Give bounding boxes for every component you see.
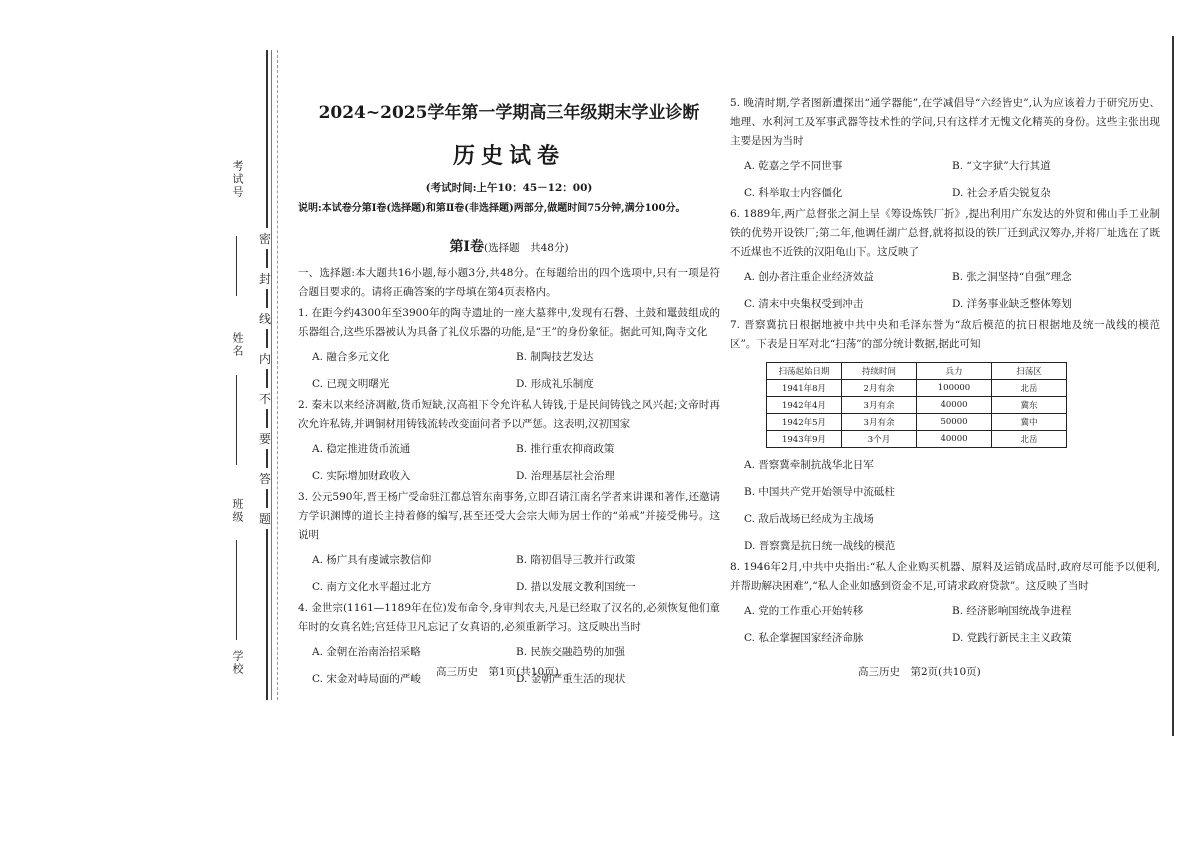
table-row: [767, 414, 1067, 431]
page-2-footer: 高三历史 第2页(共10页): [858, 666, 981, 678]
table-header-row: [767, 363, 1067, 380]
option-a: A. 乾嘉之学不同世事: [744, 160, 843, 172]
question-2: [298, 396, 720, 486]
option-d: D. 治理基层社会治理: [516, 470, 615, 482]
binding-blank-name: [236, 375, 237, 465]
question-stem: 3. 公元590年,晋王杨广受命驻江都总管东南事务,立即召请江南名学者来讲课和著作,还邀请方学识渊博的道长主持着修的编写,甚至还受大会宗大师为居士作的“弟戒”并接受佛号。这说明: [298, 491, 720, 541]
option-d: D. 措以发展文教利国统一: [516, 581, 636, 593]
table-cell: 北岳: [992, 380, 1067, 397]
table-row: [767, 380, 1067, 397]
section-instructions: 一、选择题:本大题共16小题,每小题3分,共48分。在每题给出的四个选项中,只有一项是符合题目要求的。请将正确答案的字母填在第4页表格内。: [298, 267, 720, 298]
table-header-cell: 扫荡区: [992, 363, 1067, 380]
binding-label-school: 学校: [231, 650, 244, 676]
binding-label-exam-number: 考试号: [231, 160, 244, 199]
option-c: C. 宋金对峙局面的严峻: [312, 673, 421, 685]
option-d: D. 晋察冀是抗日统一战线的模范: [744, 540, 896, 552]
option-d: D. 金朝严重生活的现状: [516, 673, 626, 685]
table-row: [767, 397, 1067, 414]
binding-blank-exam-number: [236, 236, 237, 296]
subject-title: 历史试卷: [452, 143, 565, 169]
question-stem: 4. 金世宗(1161—1189年在位)发布命令,身审判农夫,凡是已经取了汉名的,必须恢复他们童年时的女真名姓;宫廷侍卫凡忘记了女真语的,必须重新学习。这反映出当时: [298, 602, 720, 633]
exam-time: (考试时间:上午10：45－12：00): [425, 182, 593, 194]
page-1-footer: 高三历史 第1页(共10页): [436, 666, 559, 678]
option-d: D. 洋务事业缺乏整体筹划: [952, 298, 1072, 310]
option-b: B. 中国共产党开始领导中流砥柱: [744, 486, 895, 498]
table-cell: 40000: [917, 397, 992, 414]
question-stem: 7. 晋察冀抗日根据地被中共中央和毛泽东誉为“敌后模范的抗日根据地及统一战线的模范区”。下表是日军对北“扫荡”的部分统计数据,据此可知: [730, 319, 1160, 350]
option-c: C. 实际增加财政收入: [312, 470, 411, 482]
table-cell: 冀东: [992, 397, 1067, 414]
option-c: C. 敌后战场已经成为主战场: [744, 513, 874, 525]
table-cell: 北岳: [992, 431, 1067, 448]
option-a: A. 创办者注重企业经济效益: [744, 271, 874, 283]
seal-char-6: 要: [259, 428, 271, 449]
volume-subtitle: (选择题 共48分): [484, 242, 569, 254]
option-b: B. 民族交融趋势的加强: [516, 646, 625, 658]
table-cell: 1942年5月: [767, 414, 842, 431]
table-cell: 1943年9月: [767, 431, 842, 448]
question-6: [730, 205, 1160, 314]
question-3: [298, 488, 720, 597]
sweep-data-table: [766, 362, 1067, 448]
page-2-column: [730, 92, 1160, 648]
binding-margin-line-inner: [271, 50, 272, 700]
question-stem: 6. 1889年,两广总督张之洞上呈《筹设炼铁厂折》,提出利用广东发达的外贸和佛山手工业制铁的优势开设铁厂;第二年,他调任湖广总督,就将拟设的铁厂迁到武汉筹办,并将厂址选在了既不近煤也不近铁的汉阳龟山下。这反映了: [730, 208, 1160, 258]
table-row: [767, 431, 1067, 448]
option-c: C. 清末中央集权受到冲击: [744, 298, 864, 310]
option-d: D. 党践行新民主主义政策: [952, 632, 1072, 644]
question-stem: 8. 1946年2月,中共中央指出:“私人企业购买机器、原料及运销成品时,政府尽可能予以便利,并帮助解决困难”,“私人企业如感到资金不足,可请求政府贷款”。这反映了当时: [730, 561, 1160, 592]
option-c: C. 私企掌握国家经济命脉: [744, 632, 864, 644]
table-header-cell: 持续时间: [842, 363, 917, 380]
option-a: A. 融合多元文化: [312, 351, 390, 363]
seal-char-3: 线: [259, 308, 271, 329]
binding-margin-line: [266, 50, 268, 700]
cut-line: [277, 50, 278, 700]
page-edge-line: [1172, 36, 1174, 736]
option-a: A. 晋察冀牵制抗战华北日军: [744, 459, 874, 471]
option-c: C. 已现文明曙光: [312, 378, 390, 390]
option-c: C. 科举取士内容僵化: [744, 187, 843, 199]
table-cell: 50000: [917, 414, 992, 431]
exam-title: 2024~2025学年第一学期高三年级期末学业诊断: [318, 103, 700, 123]
table-cell: 2月有余: [842, 380, 917, 397]
volume-name: 第Ⅰ卷: [449, 239, 484, 255]
option-a: A. 金朝在治南治招采略: [312, 646, 421, 658]
option-d: D. 社会矛盾尖锐复杂: [952, 187, 1051, 199]
seal-char-5: 不: [259, 388, 271, 409]
option-c: C. 南方文化水平超过北方: [312, 581, 432, 593]
option-a: A. 党的工作重心开始转移: [744, 605, 864, 617]
table-header-cell: 兵力: [917, 363, 992, 380]
question-8: [730, 558, 1160, 648]
volume-title: [298, 236, 720, 256]
seal-char-7: 答: [259, 468, 271, 489]
option-b: B. “文字狱”大行其道: [952, 160, 1051, 172]
question-stem: 1. 在距今约4300年至3900年的陶寺遗址的一座大墓葬中,发现有石磬、土鼓和鼍鼓组成的乐器组合,这些乐器被认为具备了礼仪乐器的功能,是“王”的身份象征。据此可知,陶寺文化: [298, 307, 720, 338]
table-cell: 3月有余: [842, 397, 917, 414]
option-a: A. 杨广具有虔诚宗教信仰: [312, 554, 432, 566]
seal-char-4: 内: [259, 348, 271, 369]
table-cell: 1942年4月: [767, 397, 842, 414]
binding-label-name: 姓名: [231, 332, 244, 358]
table-cell: 3月有余: [842, 414, 917, 431]
option-a: A. 稳定推进货币流通: [312, 443, 411, 455]
question-stem: 5. 晚清时期,学者图新遭探出“通学器能”,在学减倡导“六经皆史”,认为应该着力于研究历史、地理、水利河工及军事武器等技术性的学问,只有这样才无愧文化精英的身份。这些主张出现主要是因为当时: [730, 97, 1160, 147]
option-b: B. 经济影响国统战争进程: [952, 605, 1072, 617]
table-cell: 100000: [917, 380, 992, 397]
seal-char-8: 题: [259, 508, 271, 529]
binding-label-class: 班级: [231, 498, 244, 524]
option-b: B. 制陶技艺发达: [516, 351, 594, 363]
table-cell: 冀中: [992, 414, 1067, 431]
table-cell: 1941年8月: [767, 380, 842, 397]
question-7: [730, 316, 1160, 556]
table-cell: 3个月: [842, 431, 917, 448]
seal-char-1: 密: [259, 228, 271, 249]
question-stem: 2. 秦末以来经济凋敝,货币短缺,汉高祖下令允许私人铸钱,于是民间铸钱之风兴起;文帝时再次允许私铸,并调铜材用铸钱流转改变面问者予以严惩。这表明,汉初国家: [298, 399, 720, 430]
exam-note: 说明:本试卷分第Ⅰ卷(选择题)和第Ⅱ卷(非选择题)两部分,做题时间75分钟,满分100分。: [298, 203, 686, 214]
option-d: D. 形成礼乐制度: [516, 378, 594, 390]
page-1-column: [298, 88, 720, 689]
seal-char-2: 封: [259, 268, 271, 289]
table-header-cell: 扫荡起始日期: [767, 363, 842, 380]
table-cell: 40000: [917, 431, 992, 448]
question-5: [730, 94, 1160, 203]
option-b: B. 张之洞坚持“自强”理念: [952, 271, 1072, 283]
question-1: [298, 304, 720, 394]
binding-blank-class: [236, 540, 237, 640]
option-b: B. 推行重农抑商政策: [516, 443, 615, 455]
option-b: B. 隋初倡导三教并行政策: [516, 554, 636, 566]
